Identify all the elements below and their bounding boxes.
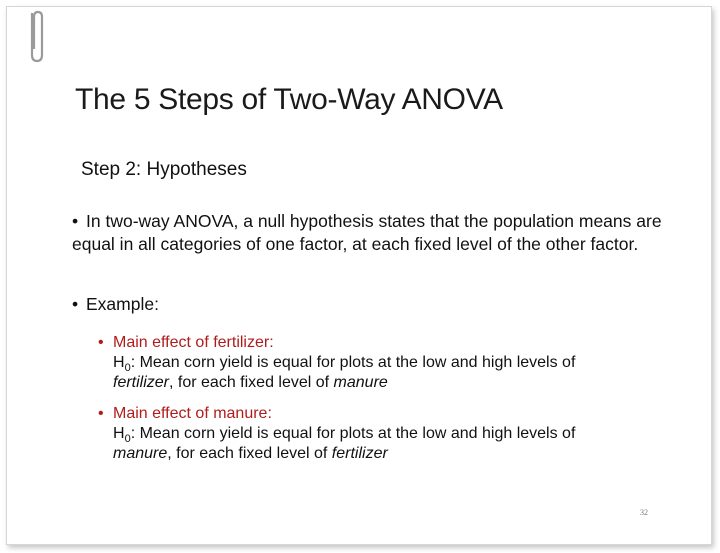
hypothesis-line: $H_0$: Mean corn yield is equal for plots at the low and high levels of — [113, 425, 576, 446]
hypothesis-line: $H_0$: Mean corn yield is equal for plots at the low and high levels of — [113, 354, 576, 375]
page-number: 32 — [640, 508, 648, 517]
bullet-example — [72, 293, 159, 316]
paperclip-icon — [24, 7, 50, 65]
bullet-dot: • — [72, 211, 79, 231]
sub-bullet-dot: • — [98, 405, 104, 422]
sub-bullet-dot: • — [98, 334, 104, 351]
step-heading: Step 2: Hypotheses — [81, 159, 247, 180]
sub-item-fertilizer — [98, 333, 658, 393]
sub-item-heading: Main effect of manure: — [113, 405, 272, 422]
bullet-text: Example: — [86, 294, 159, 314]
hypothesis-line-cont: manure, for each fixed level of fertilizer — [113, 445, 388, 462]
slide-title: The 5 Steps of Two-Way ANOVA — [75, 83, 503, 116]
bullet-text: In two-way ANOVA, a null hypothesis states that the population means are equal in all categories of one factor, at each fixed level of the other factor. — [72, 211, 662, 254]
slide — [6, 6, 712, 545]
sub-item-manure — [98, 404, 658, 464]
bullet-dot: • — [72, 294, 79, 314]
hypothesis-line-cont: fertilizer, for each fixed level of manure — [113, 374, 388, 391]
sub-item-heading: Main effect of fertilizer: — [113, 334, 274, 351]
bullet-null-hypothesis — [72, 210, 672, 256]
